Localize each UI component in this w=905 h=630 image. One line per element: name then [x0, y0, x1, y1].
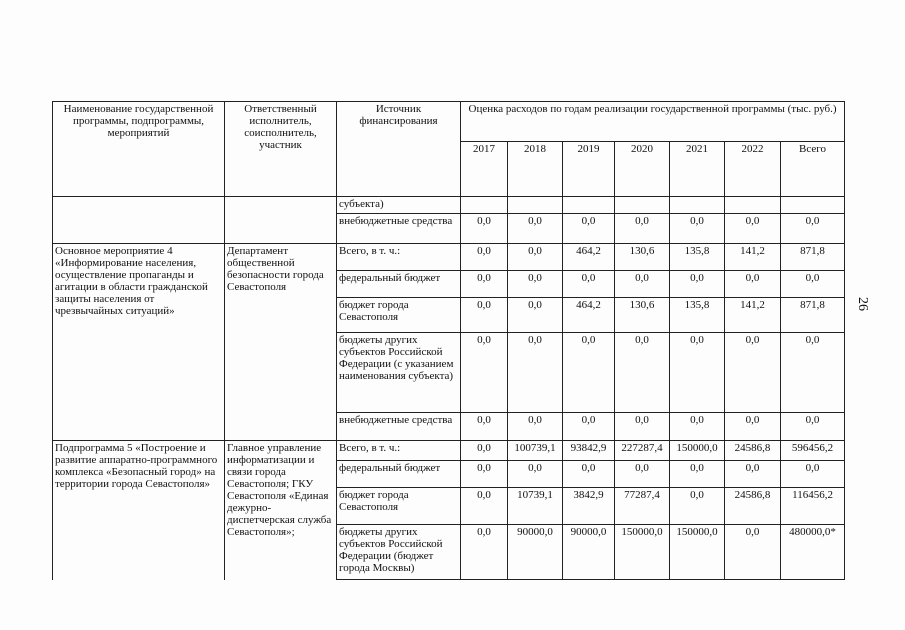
- value-cell: 77287,4: [615, 488, 670, 525]
- value-cell: 0,0: [615, 461, 670, 488]
- value-cell: 596456,2: [781, 441, 845, 461]
- source-cell: внебюджетные средства: [337, 214, 461, 244]
- value-cell: 130,6: [615, 298, 670, 333]
- value-cell: 100739,1: [508, 441, 563, 461]
- value-cell: 0,0: [461, 244, 508, 271]
- source-cell: Всего, в т. ч.:: [337, 244, 461, 271]
- value-cell: 0,0: [725, 461, 781, 488]
- value-cell: 0,0: [508, 333, 563, 413]
- value-cell: 0,0: [615, 214, 670, 244]
- value-cell: 0,0: [508, 298, 563, 333]
- value-cell: 10739,1: [508, 488, 563, 525]
- value-cell: 3842,9: [563, 488, 615, 525]
- value-cell: 90000,0: [508, 525, 563, 580]
- value-cell: 90000,0: [563, 525, 615, 580]
- value-cell: 0,0: [725, 333, 781, 413]
- value-cell: 93842,9: [563, 441, 615, 461]
- value-cell: 0,0: [781, 214, 845, 244]
- value-cell: 0,0: [461, 441, 508, 461]
- value-cell: 0,0: [670, 271, 725, 298]
- value-cell: 0,0: [461, 271, 508, 298]
- value-cell: 141,2: [725, 298, 781, 333]
- value-cell: 0,0: [563, 413, 615, 441]
- value-cell: 0,0: [461, 461, 508, 488]
- value-cell: 0,0: [615, 333, 670, 413]
- value-cell: 0,0: [670, 214, 725, 244]
- value-cell: 0,0: [725, 413, 781, 441]
- source-cell: федеральный бюджет: [337, 461, 461, 488]
- value-cell: 0,0: [508, 461, 563, 488]
- value-cell: 480000,0*: [781, 525, 845, 580]
- header-estimate: Оценка расходов по годам реализации государственной программы (тыс. руб.): [461, 102, 845, 142]
- value-cell: 0,0: [508, 413, 563, 441]
- year-2018: 2018: [508, 142, 563, 197]
- source-cell: федеральный бюджет: [337, 271, 461, 298]
- value-cell: 0,0: [725, 525, 781, 580]
- value-cell: 24586,8: [725, 441, 781, 461]
- source-cell: бюджет города Севастополя: [337, 488, 461, 525]
- table-row: [53, 197, 845, 214]
- value-cell: 0,0: [563, 461, 615, 488]
- value-cell: 150000,0: [670, 441, 725, 461]
- table-row: [53, 244, 845, 271]
- responsible-cell: Главное управление информатизации и связи города Севастополя; ГКУ Севастополя «Единая дежурно-диспетчерская служба Севастополя»;: [225, 441, 337, 580]
- year-2022: 2022: [725, 142, 781, 197]
- header-responsible: Ответственный исполнитель, соисполнитель, участник: [225, 102, 337, 197]
- value-cell: 0,0: [615, 413, 670, 441]
- year-2017: 2017: [461, 142, 508, 197]
- value-cell: 0,0: [781, 271, 845, 298]
- value-cell: 0,0: [508, 214, 563, 244]
- header-source: Источник финансирования: [337, 102, 461, 197]
- value-cell: 871,8: [781, 244, 845, 271]
- source-cell: бюджеты других субъектов Российской Федерации (с указанием наименования субъекта): [337, 333, 461, 413]
- value-cell: 0,0: [725, 214, 781, 244]
- value-cell: 130,6: [615, 244, 670, 271]
- value-cell: 0,0: [508, 244, 563, 271]
- value-cell: 135,8: [670, 244, 725, 271]
- value-cell: 141,2: [725, 244, 781, 271]
- value-cell: 0,0: [563, 271, 615, 298]
- year-total: Всего: [781, 142, 845, 197]
- value-cell: 0,0: [670, 413, 725, 441]
- year-2020: 2020: [615, 142, 670, 197]
- source-cell: Всего, в т. ч.:: [337, 441, 461, 461]
- value-cell: 871,8: [781, 298, 845, 333]
- value-cell: 0,0: [461, 333, 508, 413]
- value-cell: 0,0: [563, 333, 615, 413]
- table-row: [53, 214, 845, 244]
- value-cell: 464,2: [563, 244, 615, 271]
- budget-table: [52, 101, 845, 580]
- value-cell: 0,0: [781, 333, 845, 413]
- value-cell: 135,8: [670, 298, 725, 333]
- year-2021: 2021: [670, 142, 725, 197]
- value-cell: 0,0: [670, 488, 725, 525]
- header-row-1: [53, 102, 845, 142]
- value-cell: 150000,0: [670, 525, 725, 580]
- value-cell: 116456,2: [781, 488, 845, 525]
- source-cell: бюджеты других субъектов Российской Федерации (бюджет города Москвы): [337, 525, 461, 580]
- value-cell: 0,0: [781, 413, 845, 441]
- source-cell: субъекта): [337, 197, 461, 214]
- program-name: Основное мероприятие 4 «Информирование населения, осуществление пропаганды и агитации в области гражданской защиты населения от чрезвычайных ситуаций»: [53, 244, 225, 441]
- year-2019: 2019: [563, 142, 615, 197]
- value-cell: 0,0: [461, 413, 508, 441]
- value-cell: 0,0: [461, 525, 508, 580]
- value-cell: 0,0: [781, 461, 845, 488]
- source-cell: бюджет города Севастополя: [337, 298, 461, 333]
- value-cell: 0,0: [725, 271, 781, 298]
- value-cell: 24586,8: [725, 488, 781, 525]
- value-cell: 464,2: [563, 298, 615, 333]
- value-cell: 0,0: [461, 298, 508, 333]
- value-cell: 0,0: [563, 214, 615, 244]
- value-cell: 0,0: [461, 488, 508, 525]
- value-cell: 0,0: [615, 271, 670, 298]
- responsible-cell: Департамент общественной безопасности города Севастополя: [225, 244, 337, 441]
- value-cell: 0,0: [670, 333, 725, 413]
- value-cell: 0,0: [508, 271, 563, 298]
- value-cell: 150000,0: [615, 525, 670, 580]
- header-name: Наименование государственной программы, подпрограммы, мероприятий: [53, 102, 225, 197]
- value-cell: 0,0: [670, 461, 725, 488]
- program-name: Подпрограмма 5 «Построение и развитие аппаратно-программного комплекса «Безопасный город» на территории города Севастополя»: [53, 441, 225, 580]
- value-cell: 227287,4: [615, 441, 670, 461]
- value-cell: 0,0: [461, 214, 508, 244]
- source-cell: внебюджетные средства: [337, 413, 461, 441]
- page-number: 26: [855, 297, 870, 311]
- table-row: [53, 441, 845, 461]
